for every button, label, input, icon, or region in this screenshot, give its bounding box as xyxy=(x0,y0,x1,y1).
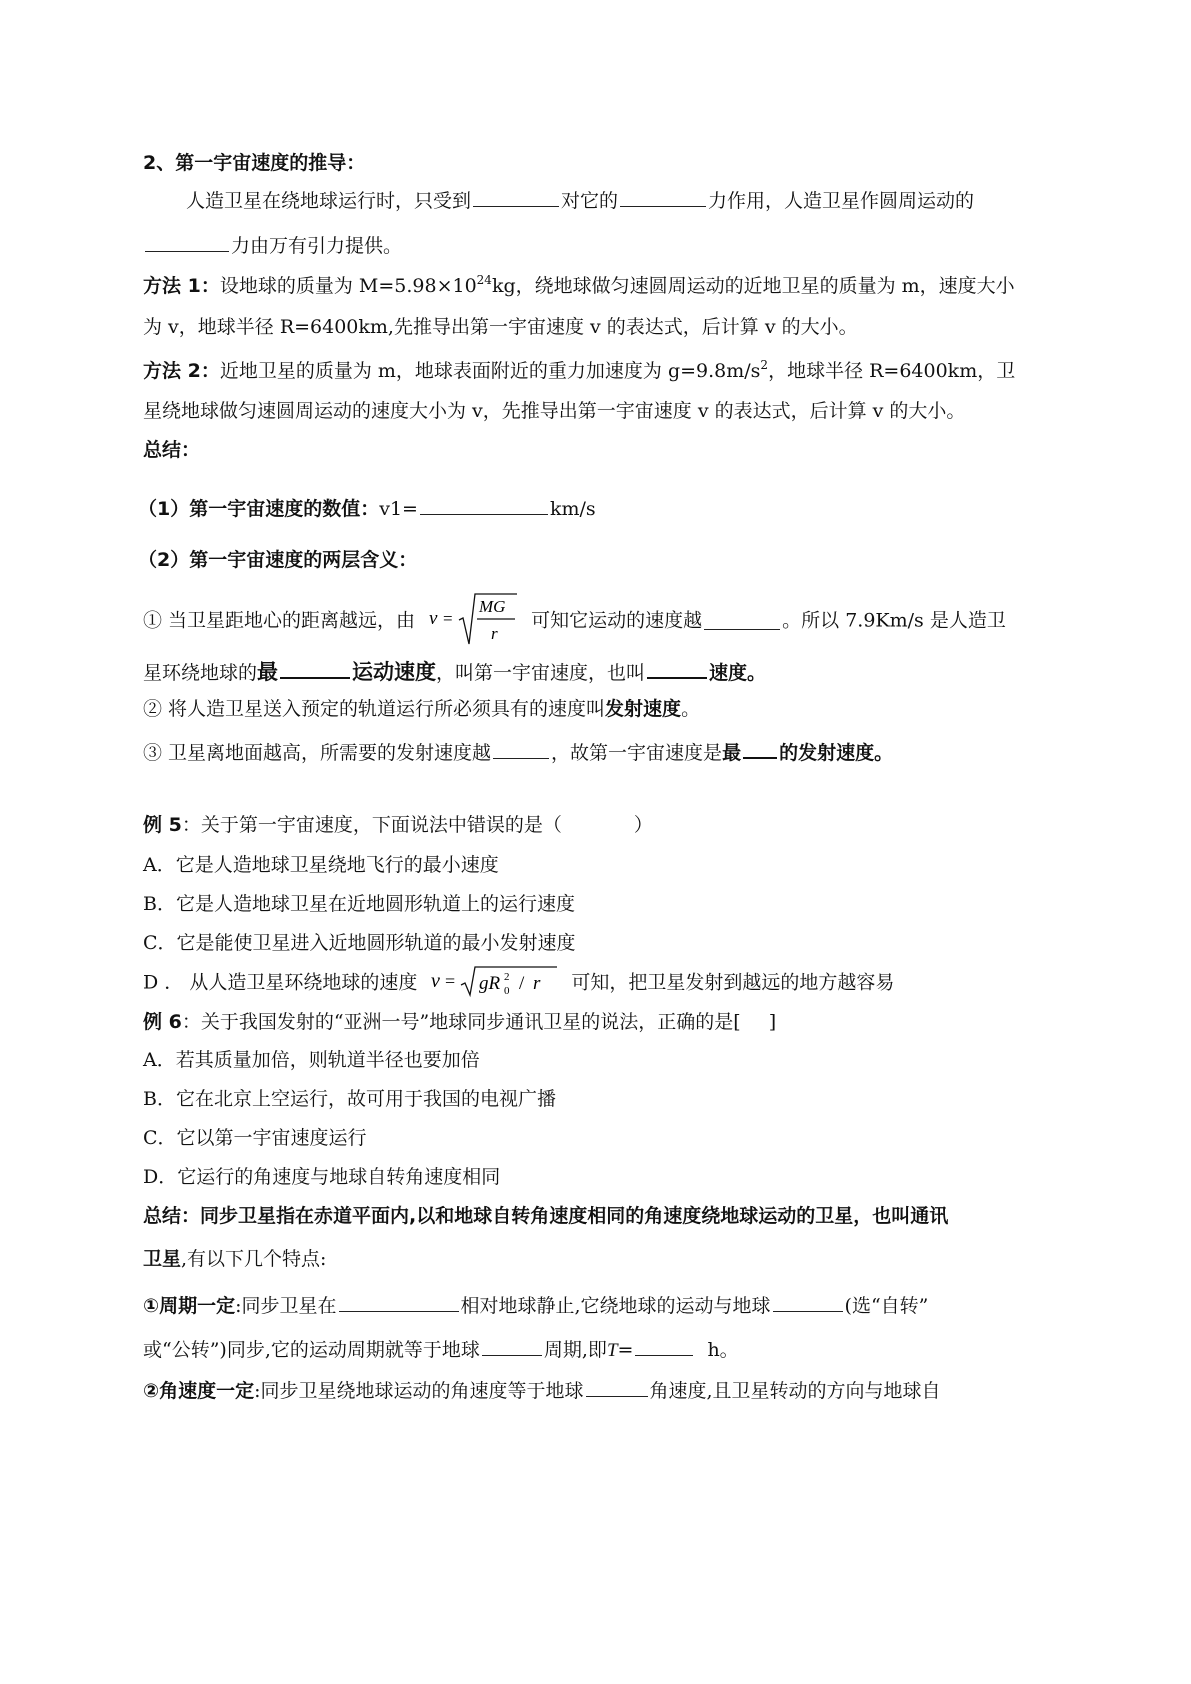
example5-option-d: D ． 从人造卫星环绕地球的速度 v = gR 2 0 / r 可知，把卫星发射到越远的地方越容易 xyxy=(143,963,894,1003)
example6-option-b: B．它在北京上空运行，故可用于我国的电视广播 xyxy=(143,1088,556,1110)
meaning1-line-2: 星环绕地球的最 运动速度，叫第一宇宙速度，也叫 速度。 xyxy=(143,660,767,684)
method1-line-2: 为 v，地球半径 R=6400km,先推导出第一宇宙速度 v 的表达式，后计算 v 的大小。 xyxy=(143,316,858,338)
example6-option-d: D．它运行的角速度与地球自转角速度相同 xyxy=(143,1166,501,1188)
example5-option-a: A．它是人造地球卫星绕地飞行的最小速度 xyxy=(143,854,499,876)
section-title: 2、第一宇宙速度的推导： xyxy=(143,152,366,174)
example6-question: 例 6：关于我国发射的“亚洲一号”地球同步通讯卫星的说法，正确的是[ ] xyxy=(143,1011,777,1033)
meaning3: ③ 卫星离地面越高，所需要的发射速度越 ，故第一宇宙速度是最 的发射速度。 xyxy=(143,742,894,764)
svg-text:v: v xyxy=(431,970,441,992)
orbit-velocity-formula xyxy=(429,963,559,1003)
svg-text:0: 0 xyxy=(504,985,510,997)
svg-text:=: = xyxy=(445,971,456,991)
method1-line-1: 方法 1：设地球的质量为 $M=5.98\times 10^{24}kg$，绕地球做匀速圆周运动的近地卫星的质量为 m，速度大小 xyxy=(143,273,1015,297)
example5-question: 例 5：关于第一宇宙速度，下面说法中错误的是（ ） xyxy=(143,814,653,836)
svg-text:v: v xyxy=(429,608,438,629)
summary2-line-2: 卫星,有以下几个特点: xyxy=(143,1248,327,1270)
meaning1-line-1: ① 当卫星距地心的距离越远，由 v = MG r 可知它运动的速度越 。所以 7.9Km/s 是人造卫 xyxy=(143,590,1006,650)
item1-value: （1）第一宇宙速度的数值：v1= km/s xyxy=(138,498,596,520)
summary2-line-1: 总结：同步卫星指在赤道平面内,以和地球自转角速度相同的角速度绕地球运动的卫星，也叫通讯 xyxy=(143,1205,949,1227)
intro-line-1: 人造卫星在绕地球运行时，只受到 对它的 力作用，人造卫星作圆周运动的 xyxy=(186,190,975,212)
feature2-line-1: ②角速度一定:同步卫星绕地球运动的角速度等于地球 角速度,且卫星转动的方向与地球自 xyxy=(143,1380,941,1402)
meaning2: ② 将人造卫星送入预定的轨道运行所必须具有的速度叫发射速度。 xyxy=(143,698,701,720)
svg-text:/: / xyxy=(519,973,525,994)
feature1-line-1: ①周期一定:同步卫星在 相对地球静止,它绕地球的运动与地球 (选“自转” xyxy=(143,1295,929,1317)
method2-line-1: 方法 2：近地卫星的质量为 m，地球表面附近的重力加速度为 $g=9.8m/s^2$，地球半径 R=6400km，卫 xyxy=(143,358,1016,382)
example5-option-b: B．它是人造地球卫星在近地圆形轨道上的运行速度 xyxy=(143,893,575,915)
svg-text:=: = xyxy=(443,609,453,628)
method2-line-2: 星绕地球做匀速圆周运动的速度大小为 v，先推导出第一宇宙速度 v 的表达式，后计算 v 的大小。 xyxy=(143,400,966,422)
item2-meaning: （2）第一宇宙速度的两层含义： xyxy=(138,549,418,571)
feature1-line-2: 或“公转”)同步,它的运动周期就等于地球 周期,即T= h。 xyxy=(143,1339,739,1361)
velocity-formula xyxy=(427,590,519,652)
example6-option-a: A．若其质量加倍，则轨道半径也要加倍 xyxy=(143,1049,480,1071)
svg-text:gR: gR xyxy=(479,973,501,994)
example5-option-c: C．它是能使卫星进入近地圆形轨道的最小发射速度 xyxy=(143,932,576,954)
svg-text:r: r xyxy=(491,624,498,643)
svg-text:2: 2 xyxy=(504,971,510,983)
svg-text:r: r xyxy=(533,973,541,994)
example6-option-c: C．它以第一宇宙速度运行 xyxy=(143,1127,367,1149)
svg-text:MG: MG xyxy=(479,597,506,616)
intro-line-2: 力由万有引力提供。 xyxy=(143,234,402,256)
summary-label: 总结： xyxy=(143,439,201,461)
